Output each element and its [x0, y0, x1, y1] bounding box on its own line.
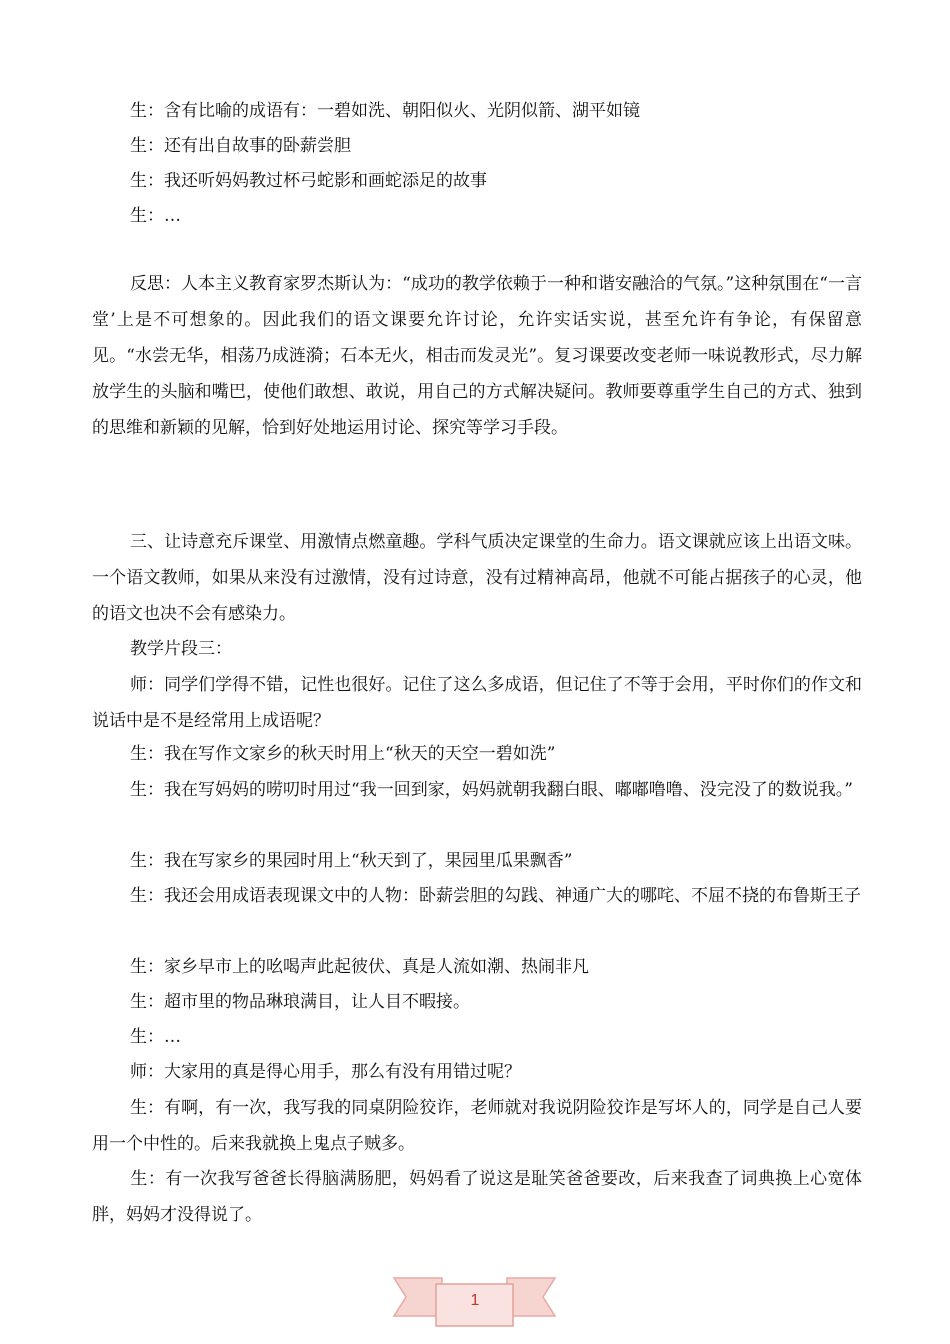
- teacher-question-text: 师：同学们学得不错，记性也很好。记住了这么多成语，但记住了不等于会用，平时你们的作文和说话中是不是经常用上成语呢？: [92, 675, 862, 731]
- student-answer: 生：我在写作文家乡的秋天时用上“秋天的天空一碧如洗”: [130, 744, 556, 764]
- student-answer-text: 生：我在写妈妈的唠叨时用过“我一回到家，妈妈就朝我翻白眼、嘟嘟噜噜、没完没了的数说我。”: [130, 780, 853, 800]
- student-answer: [92, 772, 862, 808]
- student-answer: [92, 878, 862, 914]
- section-3-paragraph: [92, 524, 862, 632]
- teacher-question: [92, 667, 862, 739]
- student-answer: 生：…: [130, 1027, 181, 1047]
- page-number: 1: [470, 1292, 480, 1309]
- dialogue-line: 生：…: [130, 206, 181, 226]
- student-answer: 生：我在写家乡的果园时用上“秋天到了，果园里瓜果飘香”: [130, 851, 573, 871]
- student-answer: 生：家乡早市上的吆喝声此起彼伏、真是人流如潮、热闹非凡: [130, 957, 589, 977]
- student-answer: [92, 1090, 862, 1162]
- student-answer: 生：超市里的物品琳琅满目，让人目不暇接。: [130, 992, 470, 1012]
- section-3-text: 三、让诗意充斥课堂、用激情点燃童趣。学科气质决定课堂的生命力。语文课就应该上出语文味。一个语文教师，如果从来没有过激情，没有过诗意，没有过精神高昂，他就不可能占据孩子的心灵，他的语文也决不会有感染力。: [92, 532, 862, 624]
- dialogue-line: 生：还有出自故事的卧薪尝胆: [130, 136, 351, 156]
- teacher-question: 师：大家用的真是得心用手，那么有没有用错过呢？: [130, 1062, 521, 1082]
- student-answer-text: 生：我还会用成语表现课文中的人物：卧薪尝胆的勾践、神通广大的哪咤、不屈不挠的布鲁斯王子: [130, 886, 861, 906]
- segment-title: 教学片段三：: [130, 639, 232, 659]
- reflection-text: 反思：人本主义教育家罗杰斯认为：“成功的教学依赖于一种和谐安融洽的气氛。”这种氛围在“一言堂’上是不可想象的。因此我们的语文课要允许讨论，允许实话实说，甚至允许有争论，有保留意见。“水尝无华，相荡乃成涟漪；石本无火，相击而发灵光”。复习课要改变老师一味说教形式，尽力解放学生的头脑和嘴巴，使他们敢想、敢说，用自己的方式解决疑问。教师要尊重学生自己的方式、独到的思维和新颖的见解，恰到好处地运用讨论、探究等学习手段。: [92, 274, 862, 438]
- dialogue-line: 生：我还听妈妈教过杯弓蛇影和画蛇添足的故事: [130, 171, 487, 191]
- student-answer-text: 生：有一次我写爸爸长得脑满肠肥，妈妈看了说这是耻笑爸爸要改，后来我查了词典换上心宽体胖，妈妈才没得说了。: [92, 1169, 862, 1225]
- student-answer-text: 生：有啊，有一次，我写我的同桌阴险狡诈，老师就对我说阴险狡诈是写坏人的，同学是自己人要用一个中性的。后来我就换上鬼点子贼多。: [92, 1098, 862, 1154]
- student-answer: [92, 1161, 862, 1233]
- dialogue-line: 生：含有比喻的成语有：一碧如洗、朝阳似火、光阴似箭、湖平如镜: [130, 101, 640, 121]
- reflection-paragraph: [92, 266, 862, 446]
